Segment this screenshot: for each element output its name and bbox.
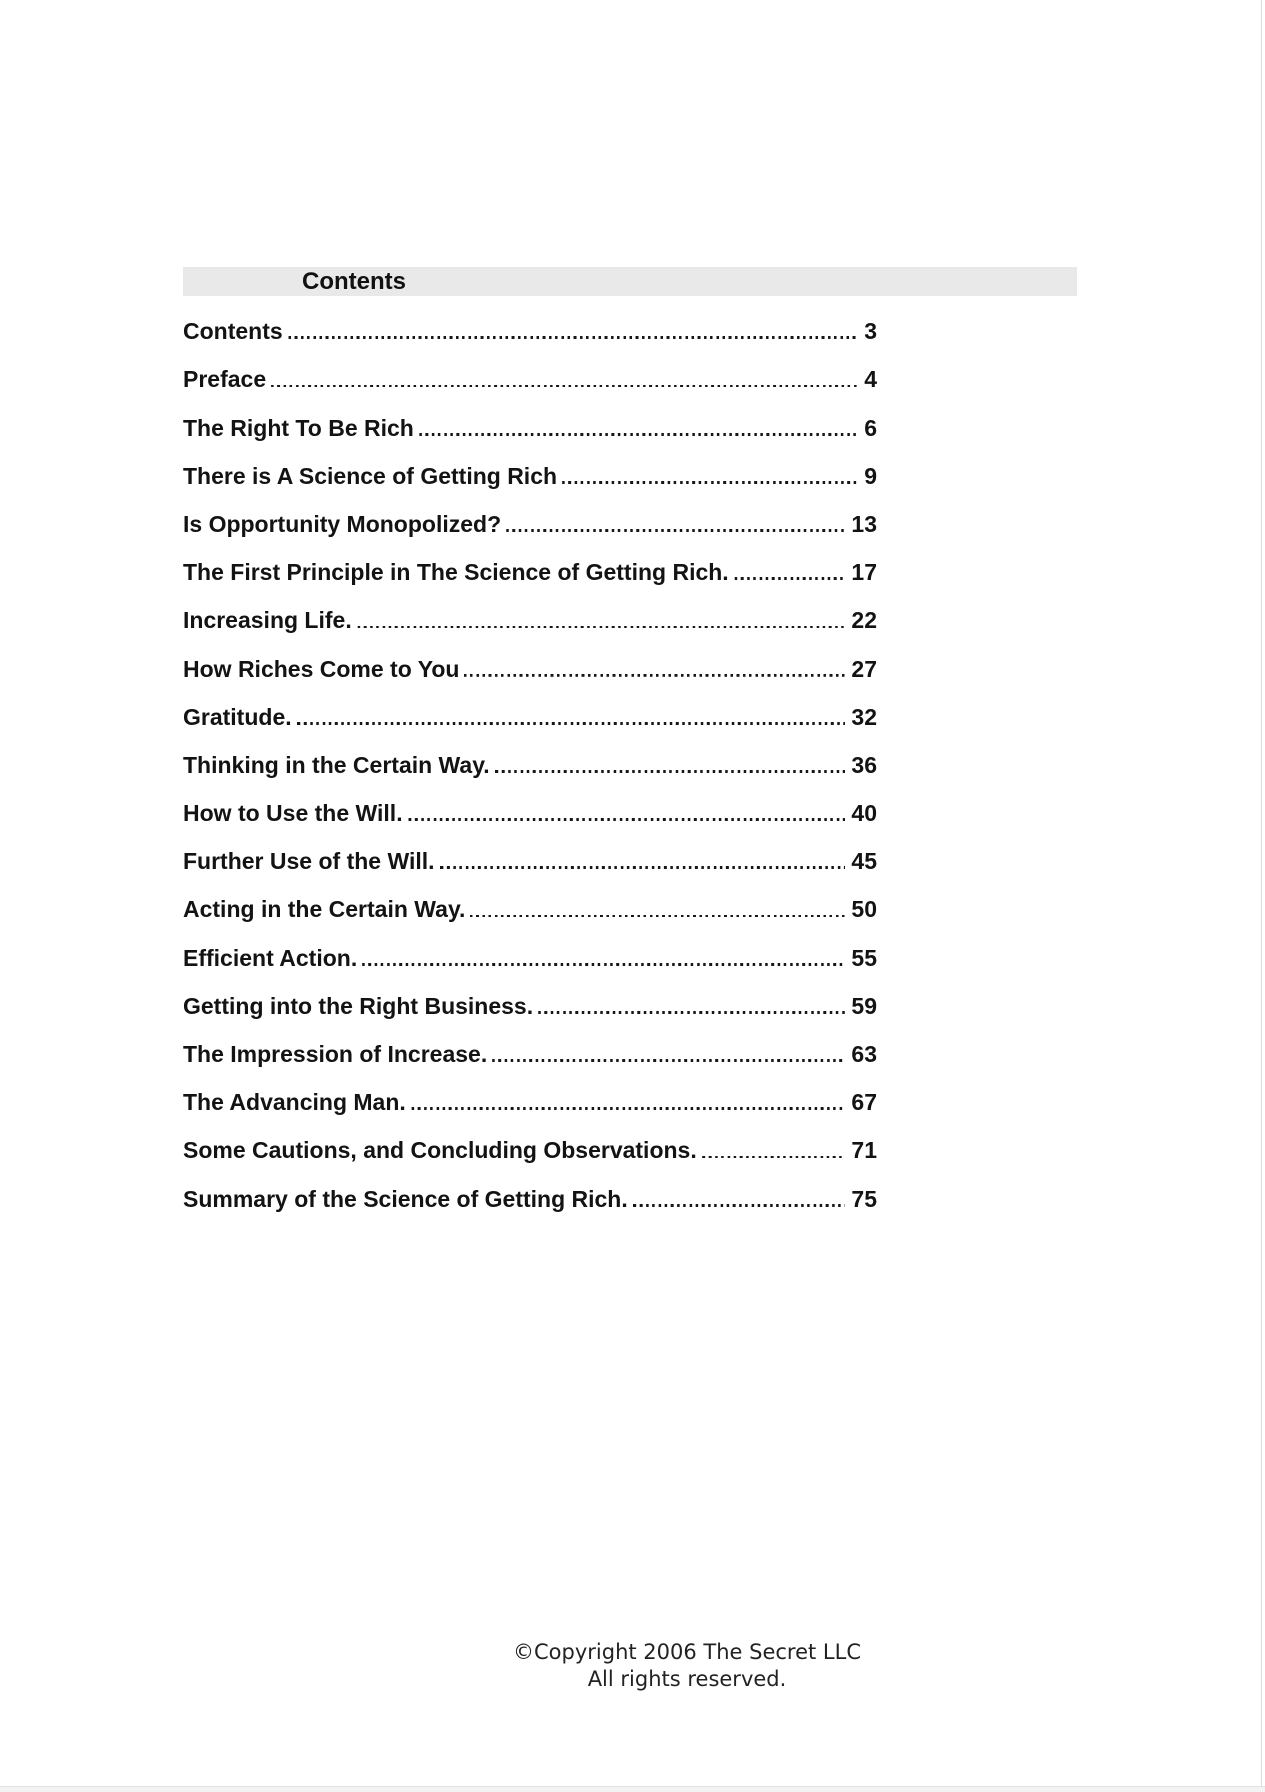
toc-entry-page-number: 50	[851, 896, 877, 923]
toc-entry[interactable]	[183, 296, 877, 344]
toc-entry-title: Thinking in the Certain Way.	[183, 751, 490, 778]
toc-entry-title: The Impression of Increase.	[183, 1041, 488, 1067]
toc-entry-page-number: 45	[851, 848, 877, 875]
toc-entry[interactable]	[183, 922, 877, 970]
dot-leader	[408, 818, 846, 821]
toc-entry-title: Summary of the Science of Getting Rich.	[183, 1185, 628, 1212]
dot-leader	[419, 433, 858, 436]
toc-entry[interactable]	[183, 778, 877, 826]
dot-leader	[538, 1011, 845, 1014]
toc-entry[interactable]	[183, 874, 877, 922]
toc-entry-page-number: 32	[851, 703, 877, 730]
toc-entry[interactable]	[183, 682, 877, 730]
toc-entry-page-number: 13	[851, 510, 877, 537]
dot-leader	[440, 866, 846, 869]
page-title: Contents	[302, 268, 406, 295]
dot-leader	[357, 626, 846, 629]
toc-entry-title: Gratitude.	[183, 703, 292, 730]
dot-leader	[271, 385, 858, 388]
toc-entry-title: Is Opportunity Monopolized?	[183, 510, 502, 537]
toc-entry-title: The Right To Be Rich	[183, 414, 414, 441]
toc-entry[interactable]	[183, 489, 877, 537]
dot-leader	[297, 722, 846, 725]
toc-entry-page-number: 67	[851, 1089, 877, 1116]
rights-reserved-line: All rights reserved.	[587, 1666, 787, 1691]
toc-entry[interactable]	[183, 344, 877, 392]
toc-entry-title: There is A Science of Getting Rich	[183, 462, 558, 489]
toc-entry[interactable]	[183, 392, 877, 440]
toc-entry[interactable]	[183, 1067, 877, 1115]
toc-entry[interactable]	[183, 971, 877, 1019]
toc-entry-title: Contents	[183, 318, 283, 345]
toc-entry-title: How Riches Come to You	[183, 655, 460, 682]
toc-entry-page-number: 75	[851, 1185, 877, 1212]
toc-entry[interactable]	[183, 1115, 877, 1163]
toc-entry[interactable]	[183, 441, 877, 489]
toc-entry-title: Increasing Life.	[183, 607, 352, 634]
toc-entry-title: The First Principle in The Science of Getting Rich.	[183, 559, 729, 586]
toc-entry-title: Further Use of the Will.	[183, 848, 435, 875]
toc-entry-page-number: 17	[851, 559, 877, 586]
toc-entry[interactable]	[183, 537, 877, 585]
table-of-contents	[183, 296, 877, 1212]
toc-entry-page-number: 36	[851, 751, 877, 778]
toc-entry-page-number: 55	[851, 944, 877, 971]
toc-entry-page-number: 27	[851, 655, 877, 682]
toc-entry-title: Some Cautions, and Concluding Observations.	[183, 1137, 697, 1164]
dot-leader	[492, 1059, 845, 1062]
toc-entry-page-number: 71	[851, 1137, 877, 1164]
dot-leader	[411, 1107, 846, 1110]
dot-leader	[702, 1156, 846, 1159]
dot-leader	[506, 529, 845, 532]
toc-entry[interactable]	[183, 730, 877, 778]
page-right-edge	[1261, 0, 1262, 1792]
dot-leader	[495, 770, 846, 773]
toc-entry[interactable]	[183, 1163, 877, 1211]
toc-entry[interactable]	[183, 633, 877, 681]
toc-entry-title: How to Use the Will.	[183, 800, 403, 827]
toc-entry-title: The Advancing Man.	[183, 1089, 406, 1116]
toc-entry-page-number: 9	[864, 462, 877, 489]
toc-entry[interactable]	[183, 826, 877, 874]
toc-entry-title: Getting into the Right Business.	[183, 992, 534, 1019]
dot-leader	[362, 963, 845, 966]
toc-entry-title: Efficient Action.	[183, 944, 358, 971]
toc-entry[interactable]	[183, 585, 877, 633]
toc-entry-page-number: 4	[864, 366, 877, 393]
toc-entry-title: Acting in the Certain Way.	[183, 896, 466, 923]
toc-entry-title: Preface	[183, 366, 267, 393]
toc-entry-page-number: 22	[851, 607, 877, 634]
canvas-bottom-strip	[0, 1786, 1265, 1792]
toc-entry-page-number: 40	[851, 800, 877, 827]
toc-entry-page-number: 3	[864, 318, 877, 345]
toc-entry-page-number: 63	[851, 1041, 877, 1067]
toc-entry[interactable]	[183, 1019, 877, 1067]
dot-leader	[562, 481, 858, 484]
dot-leader	[734, 577, 846, 580]
dot-leader	[470, 915, 845, 918]
toc-entry-page-number: 6	[864, 414, 877, 441]
dot-leader	[464, 674, 845, 677]
contents-heading-bar	[183, 267, 1077, 296]
dot-leader	[633, 1204, 846, 1207]
page-footer	[187, 1639, 1187, 1692]
dot-leader	[288, 336, 859, 339]
copyright-line: ©Copyright 2006 The Secret LLC	[513, 1640, 861, 1664]
toc-entry-page-number: 59	[851, 992, 877, 1019]
